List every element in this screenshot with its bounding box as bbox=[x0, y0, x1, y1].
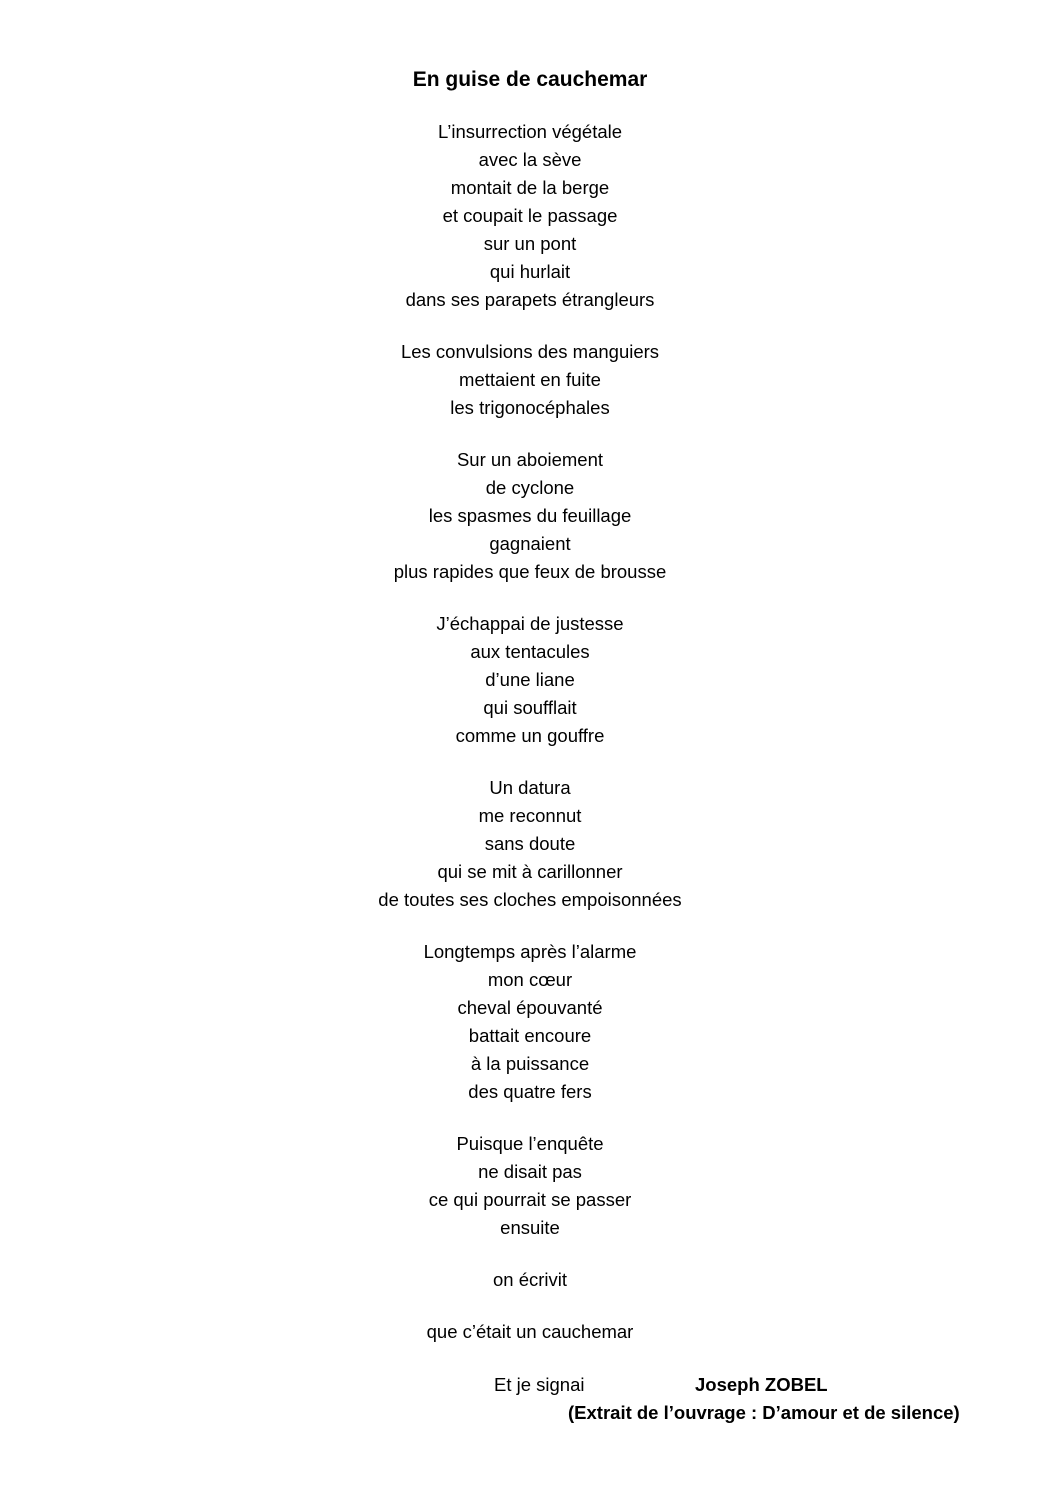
poem-line: me reconnut bbox=[478, 805, 582, 826]
stanza bbox=[0, 446, 1060, 586]
stanza bbox=[0, 1130, 1060, 1242]
stanza bbox=[0, 610, 1060, 750]
poem-line: que c’était un cauchemar bbox=[426, 1321, 634, 1342]
source-citation: (Extrait de l’ouvrage : D’amour et de silence) bbox=[568, 1402, 960, 1423]
poem-line: cheval épouvanté bbox=[457, 997, 603, 1018]
poem-line: montait de la berge bbox=[450, 177, 610, 198]
poem-line: de toutes ses cloches empoisonnées bbox=[378, 889, 682, 910]
poem-line: aux tentacules bbox=[470, 641, 590, 662]
poem-line: ne disait pas bbox=[478, 1161, 582, 1182]
poem-line: Sur un aboiement bbox=[456, 449, 604, 470]
poem-line: d’une liane bbox=[485, 669, 575, 690]
poem-line: les trigonocéphales bbox=[450, 397, 610, 418]
poem-line: gagnaient bbox=[489, 533, 571, 554]
poem-line: on écrivit bbox=[492, 1269, 568, 1290]
poem-line: les spasmes du feuillage bbox=[428, 505, 632, 526]
poem-line: mettaient en fuite bbox=[459, 369, 601, 390]
poem-line: Les convulsions des manguiers bbox=[400, 341, 660, 362]
poem-line: qui se mit à carillonner bbox=[437, 861, 623, 882]
stanza bbox=[0, 118, 1060, 314]
poem-line: plus rapides que feux de brousse bbox=[393, 561, 667, 582]
stanza bbox=[0, 938, 1060, 1106]
poem-line: qui soufflait bbox=[483, 697, 577, 718]
poem-line: ensuite bbox=[500, 1217, 560, 1238]
signature-text: Et je signai bbox=[494, 1374, 585, 1395]
poem-line: Un datura bbox=[489, 777, 571, 798]
poem-line: ce qui pourrait se passer bbox=[428, 1189, 632, 1210]
poem-line: Longtemps après l’alarme bbox=[423, 941, 637, 962]
poem-line: et coupait le passage bbox=[442, 205, 618, 226]
poem-line: avec la sève bbox=[478, 149, 582, 170]
poem-line: sur un pont bbox=[483, 233, 577, 254]
poem-line: à la puissance bbox=[470, 1053, 590, 1074]
poem-line: sans doute bbox=[484, 833, 576, 854]
poem-line: J’échappai de justesse bbox=[436, 613, 624, 634]
poem-title: En guise de cauchemar bbox=[412, 68, 648, 91]
poem-line: Puisque l’enquête bbox=[456, 1133, 604, 1154]
poem-line: dans ses parapets étrangleurs bbox=[405, 289, 655, 310]
poem-line: mon cœur bbox=[487, 969, 573, 990]
stanza bbox=[0, 774, 1060, 914]
author-name: Joseph ZOBEL bbox=[695, 1374, 828, 1395]
stanza bbox=[0, 338, 1060, 422]
stanza bbox=[0, 1266, 1060, 1294]
stanza bbox=[0, 1318, 1060, 1346]
poem-line: comme un gouffre bbox=[455, 725, 605, 746]
poem-line: de cyclone bbox=[485, 477, 575, 498]
poem-line: qui hurlait bbox=[489, 261, 571, 282]
poem-line: battait encoure bbox=[468, 1025, 592, 1046]
poem-body bbox=[0, 118, 1060, 1370]
poem-line: L’insurrection végétale bbox=[437, 121, 623, 142]
poem-line: des quatre fers bbox=[468, 1081, 592, 1102]
